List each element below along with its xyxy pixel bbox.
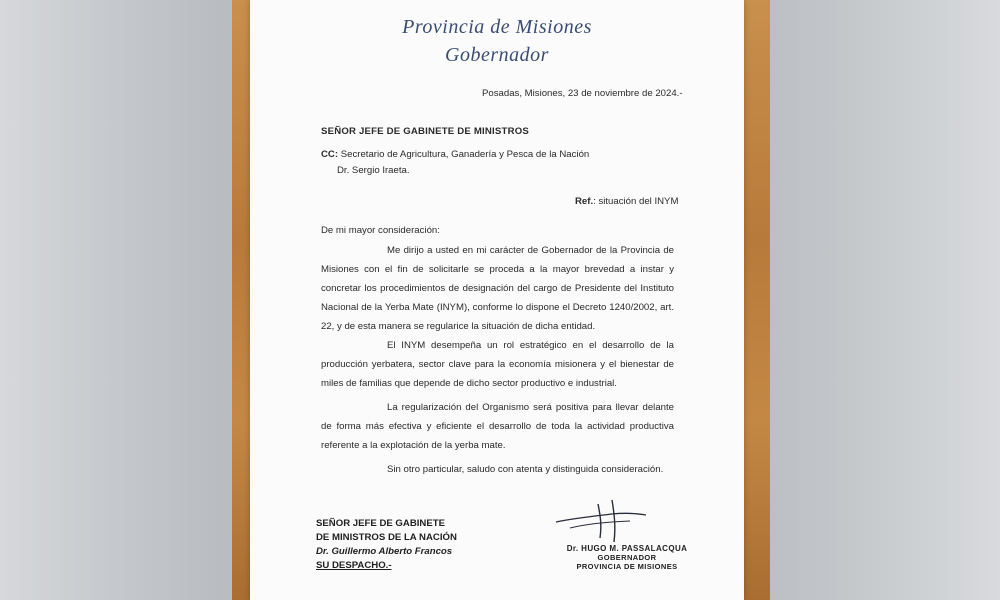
signature-stamp <box>562 544 692 571</box>
addressee-line3: Dr. Guillermo Alberto Francos <box>316 546 453 557</box>
stamp-name: Dr. HUGO M. PASSALACQUA <box>566 544 688 553</box>
letterhead-province: Provincia de Misiones <box>402 16 592 38</box>
letterhead-governor: Gobernador <box>445 44 549 66</box>
addressee-line1: SEÑOR JEFE DE GABINETE <box>316 518 446 529</box>
cc-label: CC: <box>321 149 339 160</box>
salutation: De mi mayor consideración: <box>321 225 440 236</box>
paragraph-3: La regularización del Organismo será positiva para llevar delante de forma más efectiva y eficiente el desarrollo de toda la actividad productiva referente a la explotación de la yerba mate. <box>321 402 674 451</box>
paragraph-closing: Sin otro particular, saludo con atenta y distinguida consideración. <box>387 464 664 475</box>
recipient-title: SEÑOR JEFE DE GABINETE DE MINISTROS <box>321 126 529 137</box>
wooden-frame-left <box>232 0 250 600</box>
addressee-line4: SU DESPACHO.- <box>316 560 392 571</box>
background-right <box>770 0 1000 600</box>
stamp-province: PROVINCIA DE MISIONES <box>576 562 678 571</box>
reference-line <box>575 192 678 211</box>
paragraph-1: Me dirijo a usted en mi carácter de Gobernador de la Provincia de Misiones con el fin de solicitarle se proceda a la mayor brevedad a instar y concretar los procedimientos de designación del cargo de Presidente del Instituto Nacional de la Yerba Mate (INYM), conforme lo dispone el Decreto 1240/2002, art. 22, y de esta manera se regularice la situación de dicha entidad. <box>321 245 674 332</box>
ref-label: Ref. <box>575 196 594 207</box>
ref-text: : situación del INYM <box>593 196 679 207</box>
addressee-block <box>316 517 457 573</box>
date-line: Posadas, Misiones, 23 de noviembre de 2024.- <box>482 88 683 99</box>
letter-document <box>250 0 744 600</box>
wooden-frame-right <box>744 0 770 600</box>
handwritten-signature <box>550 498 660 548</box>
paragraph-2: El INYM desempeña un rol estratégico en el desarrollo de la producción yerbatera, sector clave para la economía misionera y el bienestar de miles de familias que depende de dicho sector productivo e industrial. <box>321 340 674 389</box>
cc-line1: Secretario de Agricultura, Ganadería y Pesca de la Nación <box>340 149 590 160</box>
stamp-title: GOBERNADOR <box>597 553 657 562</box>
addressee-line2: DE MINISTROS DE LA NACIÓN <box>316 532 457 543</box>
cc-line2: Dr. Sergio Iraeta. <box>337 165 410 176</box>
background-left <box>0 0 232 600</box>
